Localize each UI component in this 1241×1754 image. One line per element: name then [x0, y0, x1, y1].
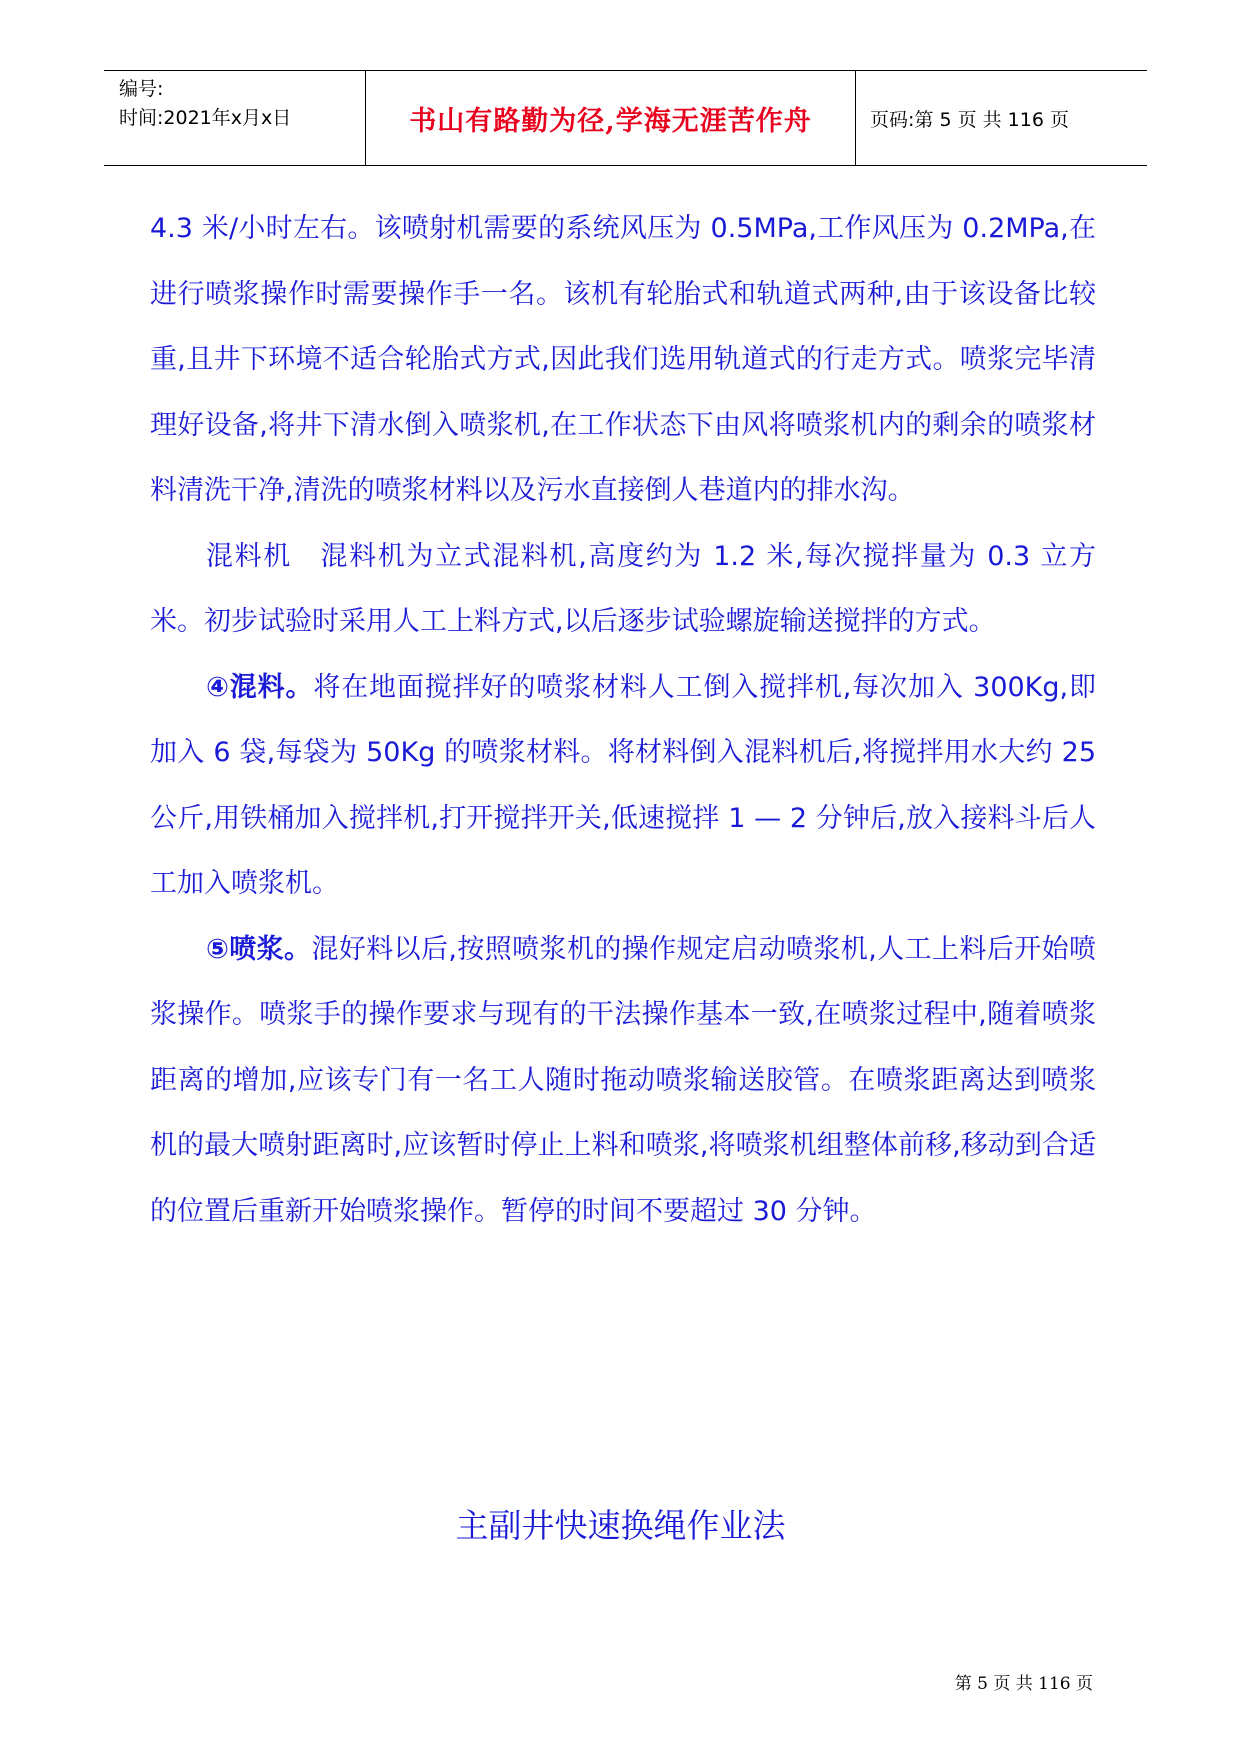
- step-title-mixing: ④混料。: [206, 671, 314, 703]
- document-body: [150, 196, 1096, 1244]
- paragraph-mixer: 混料机 混料机为立式混料机,高度约为 1.2 米,每次搅拌量为 0.3 立方米。初步试验时采用人工上料方式,以后逐步试验螺旋输送搅拌的方式。: [150, 540, 1096, 637]
- document-number-label: 编号:: [119, 78, 164, 100]
- header-page-info: 页码:第 5 页 共 116 页: [870, 108, 1069, 131]
- step-text-spraying: 混好料以后,按照喷浆机的操作规定启动喷浆机,人工上料后开始喷浆操作。喷浆手的操作要求与现有的干法操作基本一致,在喷浆过程中,随着喷浆距离的增加,应该专门有一名工人随时拖动喷浆输送胶管。在喷浆距离达到喷浆机的最大喷射距离时,应该暂时停止上料和喷浆,将喷浆机组整体前移,移动到合适的位置后重新开始喷浆操作。暂停的时间不要超过 30 分钟。: [150, 933, 1096, 1227]
- page-header: [104, 70, 1147, 166]
- header-meta: [104, 71, 366, 165]
- document-time-label: 时间:2021年x月x日: [119, 107, 292, 129]
- paragraph-sprayer: 4.3 米/小时左右。该喷射机需要的系统风压为 0.5MPa,工作风压为 0.2MPa,在进行喷浆操作时需要操作手一名。该机有轮胎式和轨道式两种,由于该设备比较重,且井下环境不适合轮胎式方式,因此我们选用轨道式的行走方式。喷浆完毕清理好设备,将井下清水倒入喷浆机,在工作状态下由风将喷浆机内的剩余的喷浆材料清洗干净,清洗的喷浆材料以及污水直接倒人巷道内的排水沟。: [150, 213, 1096, 506]
- paragraph-mixing: [150, 655, 1096, 917]
- step-title-spraying: ⑤喷浆。: [206, 933, 312, 965]
- step-text-mixing: 将在地面搅拌好的喷浆材料人工倒入搅拌机,每次加入 300Kg,即加入 6 袋,每袋为 50Kg 的喷浆材料。将材料倒入混料机后,将搅拌用水大约 25 公斤,用铁桶加入搅拌机,打开搅拌开关,低速搅拌 1 — 2 分钟后,放入接料斗后人工加入喷浆机。: [150, 671, 1096, 899]
- header-motto: 书山有路勤为径,学海无涯苦作舟: [366, 71, 856, 165]
- paragraph-spraying: [150, 917, 1096, 1245]
- page-footer: 第 5 页 共 116 页: [954, 1674, 1093, 1694]
- section-heading: 主副井快速换绳作业法: [455, 1506, 786, 1545]
